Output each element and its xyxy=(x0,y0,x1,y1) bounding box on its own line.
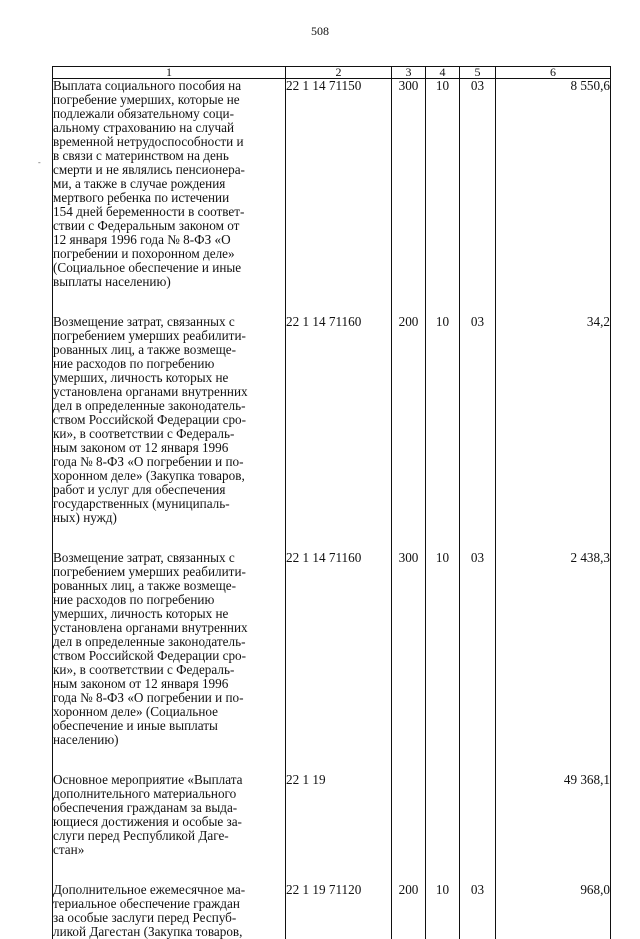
description-line: ством Российской Федерации сро- xyxy=(53,649,285,663)
budget-code: 22 1 19 71120 xyxy=(286,883,392,939)
description-line: погребение умерших, которые не xyxy=(53,93,285,107)
description-line: ным законом от 12 января 1996 xyxy=(53,677,285,691)
budget-code: 22 1 19 xyxy=(286,773,392,883)
table-row xyxy=(53,883,611,939)
description-line: ки», в соответствии с Федераль- xyxy=(53,663,285,677)
expense-type-code xyxy=(392,773,426,883)
column-header-3: 3 xyxy=(392,67,426,79)
description-line: хоронном деле» (Социальное xyxy=(53,705,285,719)
description-line: ми, а также в случае рождения xyxy=(53,177,285,191)
description-line: дел в определенные законодатель- xyxy=(53,399,285,413)
budget-table xyxy=(52,66,611,939)
row-description xyxy=(53,79,286,316)
description-line: подлежали обязательному соци- xyxy=(53,107,285,121)
row-description xyxy=(53,883,286,939)
subsection-code xyxy=(460,773,496,883)
description-line: Возмещение затрат, связанных с xyxy=(53,315,285,329)
description-line: выплаты населению) xyxy=(53,275,285,289)
description-line: рованных лиц, а также возмеще- xyxy=(53,343,285,357)
column-header-6: 6 xyxy=(496,67,611,79)
subsection-code: 03 xyxy=(460,315,496,551)
column-header-1: 1 xyxy=(53,67,286,79)
description-line: Основное мероприятие «Выплата xyxy=(53,773,285,787)
description-line: обеспечения гражданам за выда- xyxy=(53,801,285,815)
description-line: 12 января 1996 года № 8-ФЗ «О xyxy=(53,233,285,247)
section-code: 10 xyxy=(426,315,460,551)
subsection-code: 03 xyxy=(460,883,496,939)
column-header-4: 4 xyxy=(426,67,460,79)
description-line: года № 8-ФЗ «О погребении и по- xyxy=(53,691,285,705)
description-line: ки», в соответствии с Федераль- xyxy=(53,427,285,441)
description-line: мертвого ребенка по истечении xyxy=(53,191,285,205)
amount: 968,0 xyxy=(496,883,611,939)
table-body xyxy=(53,79,611,939)
description-line: установлена органами внутренних xyxy=(53,621,285,635)
description-line: погребением умерших реабилити- xyxy=(53,329,285,343)
expense-type-code: 200 xyxy=(392,883,426,939)
description-line: погребением умерших реабилити- xyxy=(53,565,285,579)
table-row xyxy=(53,551,611,773)
amount: 34,2 xyxy=(496,315,611,551)
budget-code: 22 1 14 71160 xyxy=(286,551,392,773)
section-code: 10 xyxy=(426,883,460,939)
section-code xyxy=(426,773,460,883)
description-line: слуги перед Республикой Даге- xyxy=(53,829,285,843)
section-code: 10 xyxy=(426,79,460,316)
column-header-5: 5 xyxy=(460,67,496,79)
expense-type-code: 300 xyxy=(392,551,426,773)
expense-type-code: 200 xyxy=(392,315,426,551)
description-line: умерших, личность которых не xyxy=(53,371,285,385)
subsection-code: 03 xyxy=(460,551,496,773)
description-line: за особые заслуги перед Респуб- xyxy=(53,911,285,925)
description-line: ным законом от 12 января 1996 xyxy=(53,441,285,455)
row-description xyxy=(53,773,286,883)
description-line: териальное обеспечение граждан xyxy=(53,897,285,911)
description-line: дополнительного материального xyxy=(53,787,285,801)
description-line: обеспечение и иные выплаты xyxy=(53,719,285,733)
description-line: населению) xyxy=(53,733,285,747)
description-line: в связи с материнством на день xyxy=(53,149,285,163)
amount: 49 368,1 xyxy=(496,773,611,883)
section-code: 10 xyxy=(426,551,460,773)
budget-code: 22 1 14 71150 xyxy=(286,79,392,316)
page-number: 508 xyxy=(0,24,640,39)
description-line: Дополнительное ежемесячное ма- xyxy=(53,883,285,897)
subsection-code: 03 xyxy=(460,79,496,316)
description-line: стан» xyxy=(53,843,285,857)
description-line: ние расходов по погребению xyxy=(53,357,285,371)
description-line: рованных лиц, а также возмеще- xyxy=(53,579,285,593)
column-header-2: 2 xyxy=(286,67,392,79)
description-line: ние расходов по погребению xyxy=(53,593,285,607)
budget-code: 22 1 14 71160 xyxy=(286,315,392,551)
description-line: года № 8-ФЗ «О погребении и по- xyxy=(53,455,285,469)
amount: 2 438,3 xyxy=(496,551,611,773)
description-line: 154 дней беременности в соответ- xyxy=(53,205,285,219)
description-line: Выплата социального пособия на xyxy=(53,79,285,93)
description-line: государственных (муниципаль- xyxy=(53,497,285,511)
row-description xyxy=(53,315,286,551)
description-line: умерших, личность которых не xyxy=(53,607,285,621)
description-line: временной нетрудоспособности и xyxy=(53,135,285,149)
margin-mark: - xyxy=(38,158,41,167)
description-line: погребении и похоронном деле» xyxy=(53,247,285,261)
description-line: работ и услуг для обеспечения xyxy=(53,483,285,497)
expense-type-code: 300 xyxy=(392,79,426,316)
description-line: (Социальное обеспечение и иные xyxy=(53,261,285,275)
row-description xyxy=(53,551,286,773)
description-line: ющиеся достижения и особые за- xyxy=(53,815,285,829)
header-row xyxy=(53,67,611,79)
description-line: ством Российской Федерации сро- xyxy=(53,413,285,427)
description-line: ствии с Федеральным законом от xyxy=(53,219,285,233)
amount: 8 550,6 xyxy=(496,79,611,316)
table-row xyxy=(53,315,611,551)
table-row xyxy=(53,79,611,316)
description-line: смерти и не являлись пенсионера- xyxy=(53,163,285,177)
description-line: установлена органами внутренних xyxy=(53,385,285,399)
table-row xyxy=(53,773,611,883)
description-line: ликой Дагестан (Закупка товаров, xyxy=(53,925,285,939)
description-line: дел в определенные законодатель- xyxy=(53,635,285,649)
description-line: хоронном деле» (Закупка товаров, xyxy=(53,469,285,483)
description-line: альному страхованию на случай xyxy=(53,121,285,135)
description-line: ных) нужд) xyxy=(53,511,285,525)
description-line: Возмещение затрат, связанных с xyxy=(53,551,285,565)
